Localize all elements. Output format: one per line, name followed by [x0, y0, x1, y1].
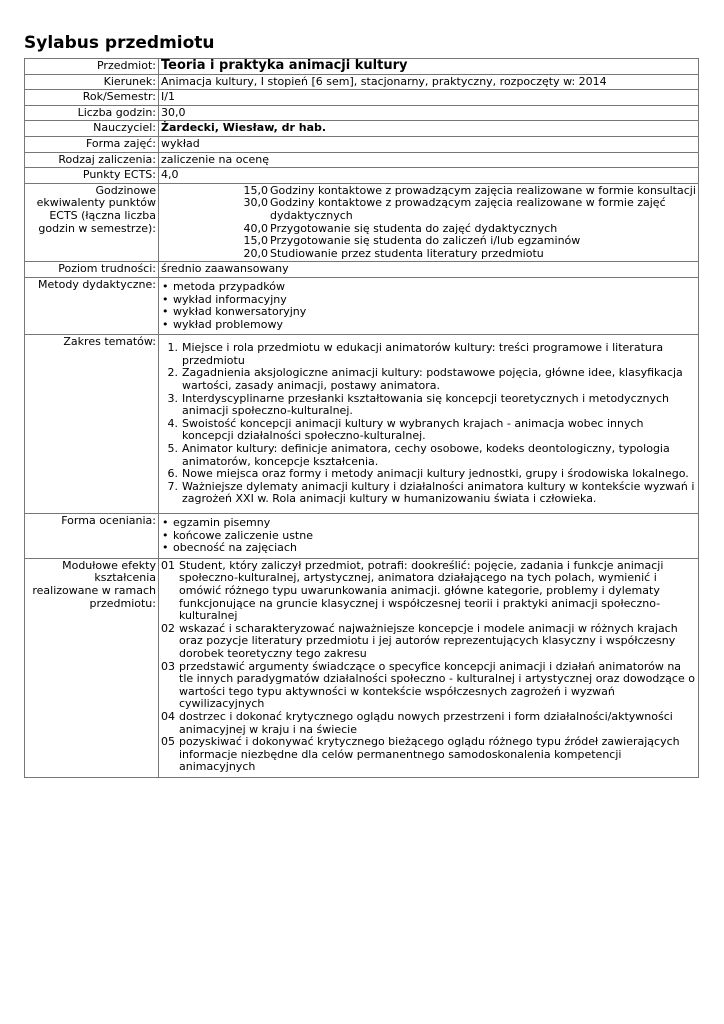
ects-hours-item	[161, 235, 696, 248]
outcome-text: wskazać i scharakteryzować najważniejsze koncepcje i modele animacji w różnych krajach oraz pozycje literatury przedmiotu i jej autorów reprezentujących klasyczny i współczesny dorobek teoretyczny tego zakresu	[179, 621, 678, 660]
outcome-item	[161, 736, 696, 774]
label-ects: Punkty ECTS:	[25, 168, 159, 184]
list-item	[161, 468, 696, 481]
ects-hours-desc: Przygotowanie się studenta do zajęć dydaktycznych	[270, 221, 558, 235]
list-item: • wykład konwersatoryjny	[161, 306, 696, 319]
outcome-item	[161, 661, 696, 711]
row-rok	[25, 90, 699, 106]
label-kierunek: Kierunek:	[25, 74, 159, 90]
list-item: • wykład informacyjny	[161, 294, 696, 307]
value-poziom: średnio zaawansowany	[159, 262, 699, 278]
ects-hours: 15,0	[243, 183, 268, 197]
topic-number: 4.	[167, 416, 178, 430]
ects-hours: 20,0	[243, 246, 268, 260]
label-forma-zajec: Forma zajęć:	[25, 136, 159, 152]
row-ekwiwalent	[25, 183, 699, 262]
label-przedmiot: Przedmiot:	[25, 59, 159, 75]
list-item	[161, 393, 696, 418]
label-metody: Metody dydaktyczne:	[25, 277, 159, 334]
topic-number: 3.	[167, 391, 178, 405]
list-item	[161, 481, 696, 506]
list-item: • metoda przypadków	[161, 281, 696, 294]
row-zakres	[25, 335, 699, 514]
label-ekwiwalent: Godzinowe ekwiwalenty punktów ECTS (łączna liczba godzin w semestrze):	[25, 183, 159, 262]
label-poziom: Poziom trudności:	[25, 262, 159, 278]
list-item	[161, 443, 696, 468]
row-ocenianie	[25, 514, 699, 559]
outcomes-cell	[159, 558, 699, 777]
row-godziny	[25, 105, 699, 121]
ects-hours-item	[161, 248, 696, 261]
topic-number: 5.	[167, 442, 178, 456]
topics-list	[161, 342, 696, 506]
topic-text: Swoistość koncepcji animacji kultury w wybranych krajach - animacja wobec innych koncepcji działalności społeczno-kulturalnej.	[182, 416, 644, 443]
list-item	[161, 342, 696, 367]
list-item: • wykład problemowy	[161, 319, 696, 332]
list-item	[161, 367, 696, 392]
outcome-code: 04	[161, 709, 175, 723]
label-godziny: Liczba godzin:	[25, 105, 159, 121]
ects-hours: 15,0	[243, 234, 268, 248]
outcome-item	[161, 623, 696, 661]
methods-cell	[159, 277, 699, 334]
topic-text: Zagadnienia aksjologiczne animacji kultury: podstawowe pojęcia, główne idee, klasyfikacja wartości, zasady animacji, postawy animatora.	[182, 366, 683, 393]
outcome-text: przedstawić argumenty świadczące o specyfice koncepcji animacji i działań animatorów na tle innych paradygmatów działalności społeczno - kulturalnej i artystycznej oraz dowodzące o wartości tego typu aktywności w kontekście współczesnych zagrożeń i wyzwań cywilizacyjnych	[179, 659, 695, 711]
ects-hours: 30,0	[243, 196, 268, 210]
ects-hours: 40,0	[243, 221, 268, 235]
outcome-code: 01	[161, 558, 175, 572]
list-item: • egzamin pisemny	[161, 517, 696, 530]
assessment-list	[161, 517, 696, 555]
value-nauczyciel: Żardecki, Wiesław, dr hab.	[159, 121, 699, 137]
ects-hours-desc: Studiowanie przez studenta literatury przedmiotu	[270, 246, 544, 260]
value-forma-zajec: wykład	[159, 136, 699, 152]
row-rodzaj-zaliczenia	[25, 152, 699, 168]
ects-hours-list	[159, 183, 699, 262]
syllabus-table	[24, 58, 699, 778]
row-forma-zajec	[25, 136, 699, 152]
row-kierunek	[25, 74, 699, 90]
label-efekty: Modułowe efekty kształcenia realizowane w ramach przedmiotu:	[25, 558, 159, 777]
label-ocenianie: Forma oceniania:	[25, 514, 159, 559]
value-godziny: 30,0	[159, 105, 699, 121]
list-item: • końcowe zaliczenie ustne	[161, 530, 696, 543]
label-rok: Rok/Semestr:	[25, 90, 159, 106]
topic-text: Animator kultury: definicje animatora, cechy osobowe, kodeks deontologiczny, typologia animatorów, koncepcje kształcenia.	[182, 442, 670, 468]
topic-number: 2.	[167, 366, 178, 380]
list-item: • obecność na zajęciach	[161, 542, 696, 555]
row-metody	[25, 277, 699, 334]
page-title: Sylabus przedmiotu	[24, 33, 215, 53]
row-efekty	[25, 558, 699, 777]
topic-text: Ważniejsze dylematy animacji kultury i działalności animatora kultury w kontekście wyzwań i zagrożeń XXI w. Rola animacji kultury w humanizowaniu świata i człowieka.	[182, 479, 695, 506]
row-nauczyciel	[25, 121, 699, 137]
list-item	[161, 418, 696, 443]
topic-text: Nowe miejsca oraz formy i metody animacji kultury jednostki, grupy i środowiska lokalnego.	[182, 467, 689, 481]
ects-hours-desc: Godziny kontaktowe z prowadzącym zajęcia realizowane w formie zajęć dydaktycznych	[270, 196, 666, 222]
outcome-code: 03	[161, 659, 175, 673]
course-name: Teoria i praktyka animacji kultury	[159, 59, 699, 75]
value-ects: 4,0	[159, 168, 699, 184]
outcome-code: 02	[161, 621, 175, 635]
ects-hours-item	[161, 197, 696, 222]
outcome-item	[161, 711, 696, 736]
topics-cell	[159, 335, 699, 514]
topic-text: Interdyscyplinarne przesłanki kształtowania się koncepcji teoretycznych i metodycznych animacji społeczno-kulturalnej.	[182, 391, 669, 418]
topic-number: 7.	[167, 479, 178, 493]
outcome-text: dostrzec i dokonać krytycznego oglądu nowych przestrzeni i form działalności/aktywności animacyjnej w kraju i na świecie	[179, 709, 673, 736]
topic-number: 1.	[167, 341, 178, 355]
assessment-cell	[159, 514, 699, 559]
topic-number: 6.	[167, 467, 178, 481]
row-przedmiot	[25, 59, 699, 75]
methods-list	[161, 281, 696, 331]
ects-hours-desc: Godziny kontaktowe z prowadzącym zajęcia realizowane w formie konsultacji	[270, 183, 696, 197]
label-zakres: Zakres tematów:	[25, 335, 159, 514]
outcome-text: Student, który zaliczył przedmiot, potrafi: dookreślić: pojęcie, zadania i funkcje animacji społeczno-kulturalnej, artystycznej, animatora działającego na tych polach, wymienić i omówić różnego typu uwarunkowania animacji. główne kategorie, problemy i dylematy funkcjonujące na gruncie klasycznej i współczesnej teorii i praktyki animacji społeczno-kulturalnej	[179, 558, 664, 623]
topic-text: Miejsce i rola przedmiotu w edukacji animatorów kultury: treści programowe i literatura przedmiotu	[182, 341, 664, 367]
value-rodzaj-zaliczenia: zaliczenie na ocenę	[159, 152, 699, 168]
value-kierunek: Animacja kultury, I stopień [6 sem], stacjonarny, praktyczny, rozpoczęty w: 2014	[159, 74, 699, 90]
row-poziom	[25, 262, 699, 278]
outcome-item	[161, 560, 696, 623]
row-ects	[25, 168, 699, 184]
outcome-text: pozyskiwać i dokonywać krytycznego bieżącego oglądu różnego typu źródeł zawierających informacje niezbędne dla celów permanentnego samodoskonalenia kompetencji animacyjnych	[179, 735, 680, 774]
label-rodzaj-zaliczenia: Rodzaj zaliczenia:	[25, 152, 159, 168]
ects-hours-desc: Przygotowanie się studenta do zaliczeń i/lub egzaminów	[270, 234, 581, 248]
outcome-code: 05	[161, 735, 175, 749]
value-rok: I/1	[159, 90, 699, 106]
label-nauczyciel: Nauczyciel:	[25, 121, 159, 137]
